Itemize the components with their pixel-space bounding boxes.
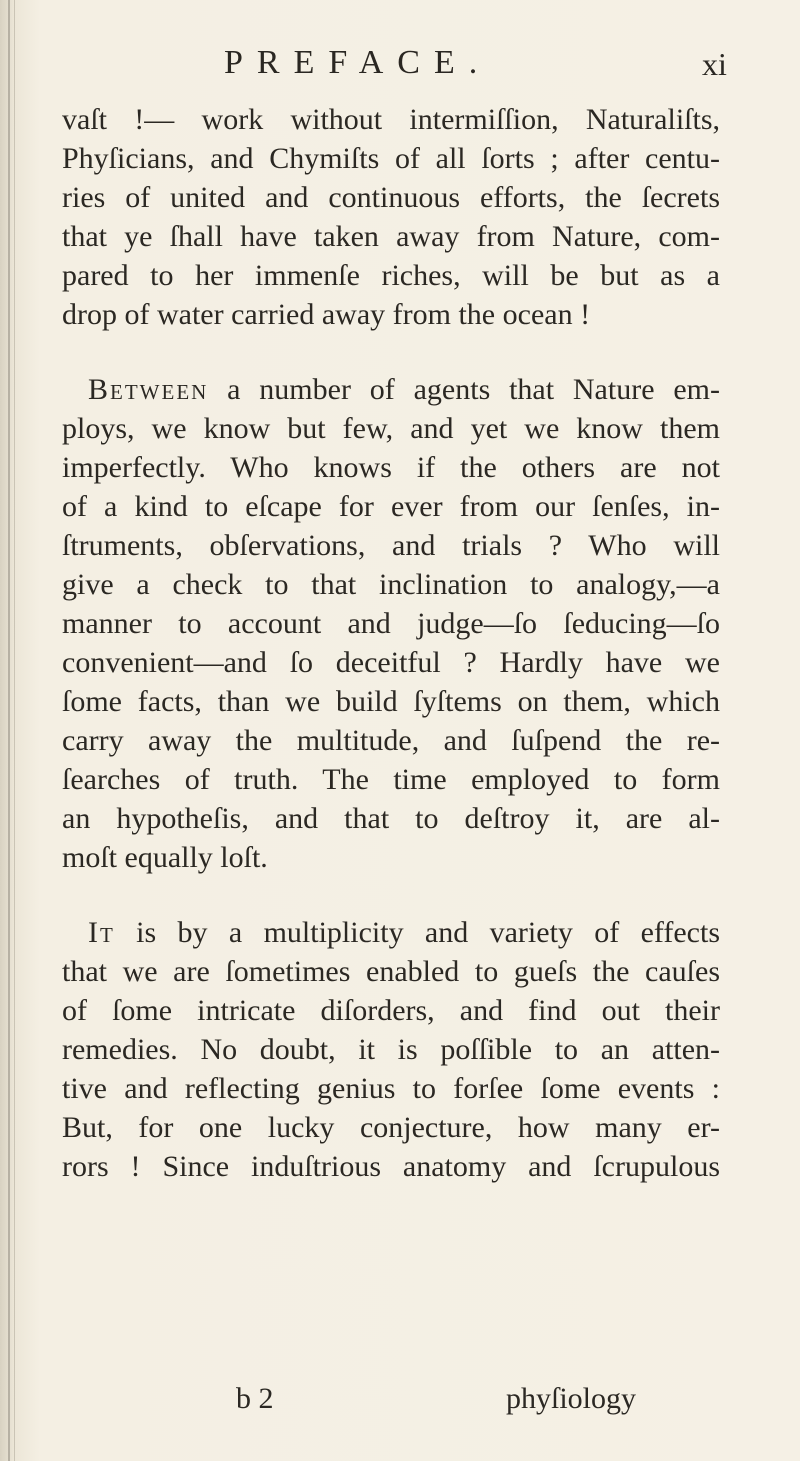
text-line: that ye ſhall have taken away from Nature, com- [62, 220, 720, 253]
text-line: vaſt !— work without intermiſſion, Naturaliſts, [62, 103, 720, 136]
text-line: rors ! Since induſtrious anatomy and ſcrupulous [62, 1150, 720, 1183]
paragraph-3 [62, 913, 742, 1186]
signature-mark: b 2 [236, 1382, 274, 1415]
text-line: ſearches of truth. The time employed to form [62, 763, 720, 796]
paragraph-gap [62, 334, 742, 370]
text-line: manner to account and judge—ſo ſeducing—ſo [62, 607, 720, 640]
binding-gutter [8, 0, 10, 1461]
text-line: ploys, we know but few, and yet we know them [62, 412, 720, 445]
text-line: of ſome intricate diſorders, and find out their [62, 994, 720, 1027]
page-header [0, 44, 800, 84]
text-line: pared to her immenſe riches, will be but as a [62, 259, 720, 292]
text-line: remedies. No doubt, it is poſſible to an atten- [62, 1033, 720, 1066]
text-line: tive and reflecting genius to forſee ſome events : [62, 1072, 720, 1105]
text-line: carry away the multitude, and ſuſpend the re- [62, 724, 720, 757]
running-head: PREFACE. [224, 44, 492, 81]
paragraph-1 [62, 100, 742, 334]
text-line: convenient—and ſo deceitful ? Hardly have we [62, 646, 720, 679]
text-line: But, for one lucky conjecture, how many er- [62, 1111, 720, 1144]
binding-gutter-edge [14, 0, 15, 1461]
text-line: give a check to that inclination to analogy,—a [62, 568, 720, 601]
text-line-first [88, 370, 720, 409]
text-line-first [88, 913, 720, 952]
text-line: imperfectly. Who knows if the others are not [62, 451, 720, 484]
paragraph-lead: It [88, 916, 115, 949]
text-line: ries of united and continuous efforts, the ſecrets [62, 181, 720, 214]
first-line-rest: a number of agents that Nature em- [208, 373, 720, 406]
text-line: ſome facts, than we build ſyſtems on them, which [62, 685, 720, 718]
text-line: that we are ſometimes enabled to gueſs the cauſes [62, 955, 720, 988]
text-line: an hypotheſis, and that to deſtroy it, are al- [62, 802, 720, 835]
paragraph-2 [62, 370, 742, 877]
text-line: Phyſicians, and Chymiſts of all ſorts ; after centu- [62, 142, 720, 175]
page-footer [0, 1382, 800, 1422]
text-line: drop of water carried away from the ocean ! [62, 298, 591, 331]
text-line: of a kind to eſcape for ever from our ſenſes, in- [62, 490, 720, 523]
text-block [62, 100, 742, 1186]
first-line-rest: is by a multiplicity and variety of effects [114, 916, 720, 949]
text-line: ſtruments, obſervations, and trials ? Who will [62, 529, 720, 562]
paragraph-lead: Between [88, 373, 209, 406]
catchword: phyſiology [506, 1382, 637, 1415]
page-number: xi [702, 46, 727, 82]
text-line: moſt equally loſt. [62, 841, 268, 874]
paragraph-gap [62, 877, 742, 913]
